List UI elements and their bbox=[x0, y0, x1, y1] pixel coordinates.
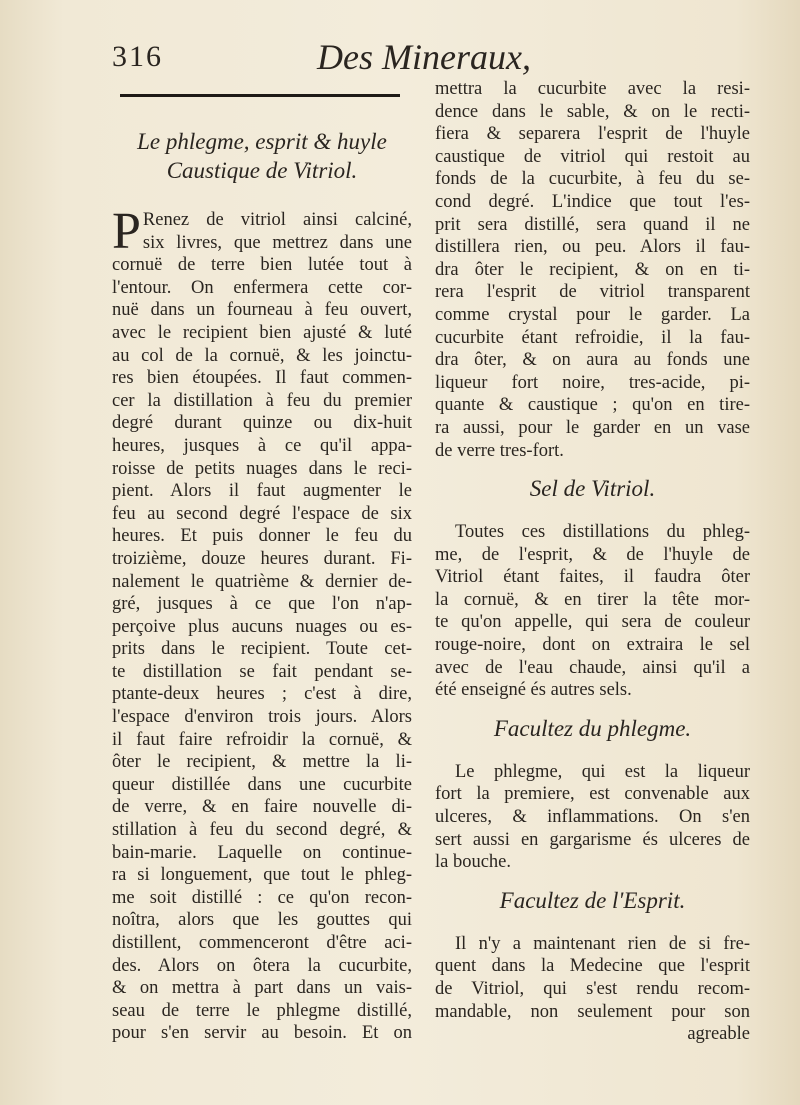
text-line: prit sera distillé, sera quand il ne bbox=[435, 214, 750, 235]
section-heading-title: Le phlegme, esprit & huyle bbox=[137, 129, 387, 154]
text-line: noîtra, alors que les gouttes qui bbox=[112, 910, 412, 931]
text-line: distillent, commenceront d'être aci- bbox=[112, 933, 412, 953]
text-line: l'entour. On enfermera cette cor- bbox=[112, 277, 412, 298]
drop-cap: P bbox=[112, 203, 141, 260]
text-line: il faut faire refroidir la cornuë, & bbox=[112, 729, 412, 750]
text-line: pour s'en servir au besoin. Et on bbox=[112, 1023, 412, 1044]
text-line: fiera & separera l'esprit de l'huyle bbox=[435, 124, 750, 145]
catchword: agreable bbox=[687, 1024, 750, 1045]
text-line: gré, jusques à ce que l'on n'ap- bbox=[112, 594, 412, 615]
text-line: heures, jusques à ce qu'il appa- bbox=[112, 435, 412, 456]
text-line: dra ôter le recipient, & on en ti- bbox=[435, 259, 750, 280]
text-line: te distillation se fait pendant se- bbox=[112, 661, 412, 682]
text-line: Toutes ces distillations du phleg- bbox=[455, 522, 750, 543]
text-line: perçoive plus aucuns nuages ou es- bbox=[112, 616, 412, 637]
text-line: seau de terre le phlegme distillé, bbox=[112, 1000, 412, 1021]
text-line: caustique de vitriol qui restoit au bbox=[435, 146, 750, 167]
text-line: liqueur fort noire, tres-acide, pi- bbox=[435, 372, 750, 393]
text-line: Il n'y a maintenant rien de si fre- bbox=[455, 933, 750, 954]
text-line: au col de la cornuë, & les joinctu- bbox=[112, 345, 412, 366]
text-line: ôter le recipient, & mettre la li- bbox=[112, 752, 412, 773]
text-line: ulceres, & inflammations. On s'en bbox=[435, 807, 750, 828]
text-line: comme crystal pour le garder. La bbox=[435, 304, 750, 325]
text-line: avec le recipient bien ajusté & luté bbox=[112, 322, 412, 343]
text-line: quent dans la Medecine que l'esprit bbox=[435, 956, 750, 977]
text-line: troizième, douze heures durant. Fi- bbox=[112, 548, 412, 569]
text-line: distillera rien, ou peu. Alors il fau- bbox=[435, 237, 750, 258]
section-heading-subtitle: Caustique de Vitriol. bbox=[166, 158, 358, 183]
text-line: avec de l'eau chaude, ainsi qu'il a bbox=[435, 657, 750, 678]
text-line: bain-marie. Laquelle on continue- bbox=[112, 842, 412, 863]
text-line: ptante-deux heures ; c'est à dire, bbox=[112, 684, 412, 705]
text-line: six livres, que mettrez dans une bbox=[142, 232, 412, 253]
text-line: l'espace d'environ trois jours. Alors bbox=[112, 707, 412, 728]
text-line: nalement le quatrième & dernier de- bbox=[112, 571, 412, 592]
text-line: quante & caustique ; qu'on en tire- bbox=[435, 395, 750, 416]
text-line: Renez de vitriol ainsi calciné, bbox=[142, 210, 412, 230]
text-line: mettra la cucurbite avec la resi- bbox=[435, 79, 750, 99]
paragraph-continuation bbox=[435, 78, 750, 462]
paragraph-phlegme bbox=[435, 761, 750, 874]
text-line: la bouche. bbox=[435, 852, 512, 873]
text-line: cucurbite étant refroidie, il la fau- bbox=[435, 327, 750, 348]
text-line: ra aussi, pour le garder en un vase bbox=[435, 417, 750, 438]
text-line: de verre, & en faire nouvelle di- bbox=[112, 797, 412, 818]
text-line: la cornuë, & en tirer la tête mor- bbox=[435, 589, 750, 610]
running-title: Des Mineraux, bbox=[317, 37, 531, 77]
text-line: été enseigné és autres sels. bbox=[435, 680, 632, 701]
text-line: feu au second degré l'espace de six bbox=[112, 503, 412, 524]
text-line: me soit distillé : ce qu'on recon- bbox=[112, 887, 412, 908]
text-line: cer la distillation à feu du premier bbox=[112, 390, 412, 411]
text-line: nuë dans un fourneau à feu ouvert, bbox=[112, 300, 412, 321]
text-line: heures. Et puis donner le feu du bbox=[112, 526, 412, 547]
text-line: cornuë de terre bien lutée tout à bbox=[112, 255, 412, 276]
text-line: & on mettra à part dans un vais- bbox=[112, 978, 412, 999]
text-line: fort la premiere, est convenable aux bbox=[435, 784, 750, 805]
text-line: des. Alors on ôtera la cucurbite, bbox=[112, 955, 412, 976]
text-line: queur distillée dans une cucurbite bbox=[112, 774, 412, 795]
text-line: pient. Alors il faut augmenter le bbox=[112, 481, 412, 502]
text-line: sert aussi en gargarisme és ulceres de bbox=[435, 829, 750, 850]
text-line: Vitriol étant faites, il faudra ôter bbox=[435, 567, 750, 588]
text-line: ra si longuement, que tout le phleg- bbox=[112, 865, 412, 886]
text-line: mandable, non seulement pour son bbox=[435, 1001, 750, 1022]
text-line: de verre tres-fort. bbox=[435, 440, 564, 461]
section-heading-sel: Sel de Vitriol. bbox=[529, 476, 656, 502]
section-heading-phlegme: Facultez du phlegme. bbox=[493, 715, 692, 741]
paragraph-preparation bbox=[112, 203, 412, 1045]
text-line: te qu'on appelle, qui sera de couleur bbox=[435, 612, 750, 633]
text-line: rera l'esprit de vitriol transparent bbox=[435, 282, 750, 303]
text-line: res bien étoupées. Il faut commen- bbox=[112, 368, 412, 389]
left-column bbox=[112, 78, 412, 1045]
text-line: cond degré. L'indice que tout l'es- bbox=[435, 191, 750, 212]
text-line: stillation à feu du second degré, & bbox=[112, 820, 412, 841]
text-line: roisse de petits nuages dans le reci- bbox=[112, 458, 412, 479]
text-line: Le phlegme, qui est la liqueur bbox=[455, 761, 750, 782]
text-line: dra ôter, & on aura au fonds une bbox=[435, 350, 750, 371]
header-rule bbox=[120, 94, 400, 97]
paragraph-esprit bbox=[435, 933, 750, 1046]
text-line: dence dans le sable, & on le recti- bbox=[435, 101, 750, 122]
text-line: degré durant quinze ou dix-huit bbox=[112, 413, 412, 434]
text-line: de Vitriol, qui s'est rendu recom- bbox=[435, 979, 750, 999]
text-line: fonds de la cucurbite, à feu du se- bbox=[435, 169, 750, 190]
text-line: prits dans le recipient. Toute cet- bbox=[112, 639, 412, 660]
page-number: 316 bbox=[112, 40, 163, 73]
right-column bbox=[435, 78, 750, 1046]
text-line: me, de l'esprit, & de l'huyle de bbox=[435, 544, 750, 565]
paragraph-sel bbox=[435, 521, 750, 702]
section-heading-esprit: Facultez de l'Esprit. bbox=[499, 887, 686, 913]
text-line: rouge-noire, dont on extraira le sel bbox=[435, 635, 750, 656]
